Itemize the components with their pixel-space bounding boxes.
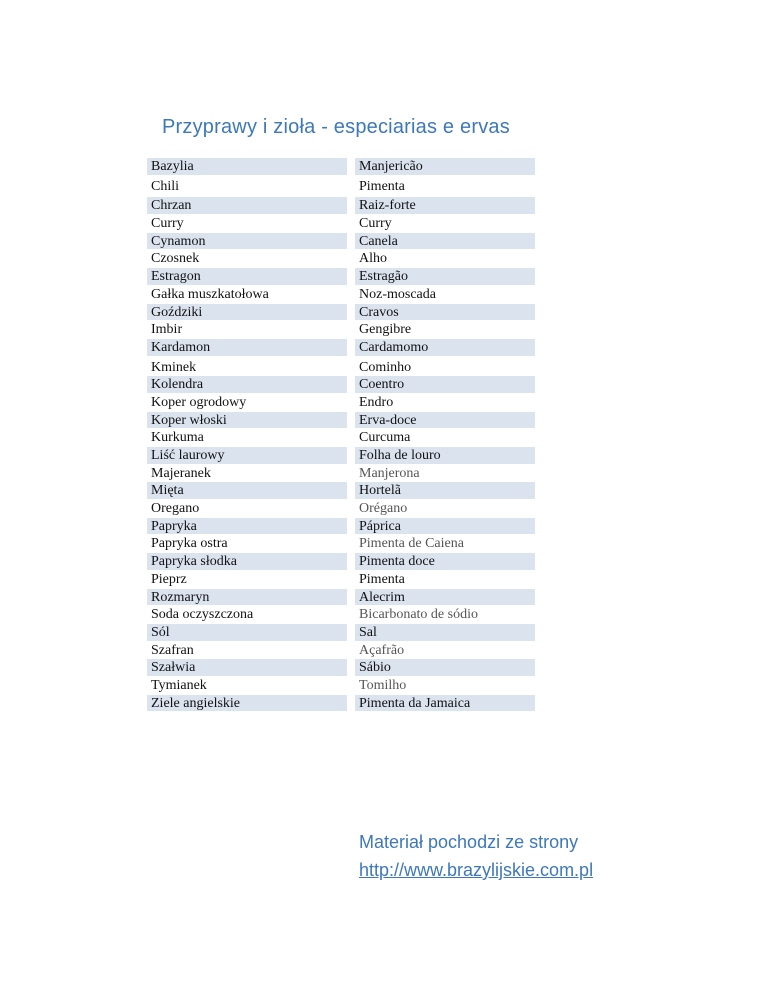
polish-term: Majeranek bbox=[151, 465, 211, 481]
portuguese-term: Noz-moscada bbox=[359, 286, 436, 302]
table-row bbox=[147, 606, 535, 624]
portuguese-term: Sábio bbox=[355, 659, 535, 676]
page-title: Przyprawy i zioła - especiarias e ervas bbox=[162, 116, 510, 138]
polish-term: Kminek bbox=[151, 359, 197, 375]
portuguese-term: Tomilho bbox=[359, 677, 407, 693]
polish-term: Imbir bbox=[151, 322, 183, 338]
polish-term: Kardamon bbox=[147, 339, 347, 356]
polish-term: Kolendra bbox=[147, 376, 347, 393]
polish-term: Soda oczyszczona bbox=[151, 607, 254, 623]
polish-term: Czosnek bbox=[151, 251, 200, 267]
polish-term: Papryka słodka bbox=[147, 553, 347, 570]
polish-term: Estragon bbox=[147, 268, 347, 285]
portuguese-term: Manjerona bbox=[359, 465, 420, 481]
table-row bbox=[147, 215, 535, 233]
vocabulary-table bbox=[147, 158, 535, 712]
polish-term: Koper włoski bbox=[147, 412, 347, 429]
table-row bbox=[147, 286, 535, 304]
polish-term: Oregano bbox=[151, 501, 200, 517]
polish-term: Chili bbox=[151, 178, 180, 194]
portuguese-term: Canela bbox=[355, 233, 535, 250]
table-row bbox=[147, 376, 535, 394]
source-note bbox=[359, 828, 593, 884]
portuguese-term: Cravos bbox=[355, 304, 535, 321]
polish-term: Kurkuma bbox=[151, 430, 204, 446]
polish-term: Mięta bbox=[147, 482, 347, 499]
portuguese-term: Alecrim bbox=[355, 589, 535, 606]
polish-term: Bazylia bbox=[147, 158, 347, 175]
table-row bbox=[147, 535, 535, 553]
polish-term: Papryka bbox=[147, 518, 347, 535]
portuguese-term: Cardamomo bbox=[355, 339, 535, 356]
table-row bbox=[147, 571, 535, 589]
table-row bbox=[147, 339, 535, 357]
portuguese-term: Açafrão bbox=[359, 642, 405, 658]
portuguese-term: Gengibre bbox=[359, 322, 412, 338]
table-row bbox=[147, 518, 535, 536]
source-link[interactable]: http://www.brazylijskie.com.pl bbox=[359, 860, 594, 880]
portuguese-term: Alho bbox=[359, 251, 387, 267]
polish-term: Tymianek bbox=[151, 677, 207, 693]
polish-term: Szałwia bbox=[147, 659, 347, 676]
polish-term: Cynamon bbox=[147, 233, 347, 250]
table-row bbox=[147, 482, 535, 500]
polish-term: Sól bbox=[147, 624, 347, 641]
table-row bbox=[147, 677, 535, 695]
table-row bbox=[147, 624, 535, 642]
table-row bbox=[147, 233, 535, 251]
portuguese-term: Pimenta de Caiena bbox=[359, 536, 464, 552]
polish-term: Rozmaryn bbox=[147, 589, 347, 606]
table-row bbox=[147, 695, 535, 713]
portuguese-term: Pimenta bbox=[359, 178, 405, 194]
portuguese-term: Pimenta bbox=[359, 571, 405, 587]
portuguese-term: Curcuma bbox=[359, 430, 411, 446]
table-row bbox=[147, 465, 535, 483]
portuguese-term: Bicarbonato de sódio bbox=[359, 607, 478, 623]
portuguese-term: Raiz-forte bbox=[355, 197, 535, 214]
table-row bbox=[147, 642, 535, 660]
polish-term: Szafran bbox=[151, 642, 194, 658]
polish-term: Goździki bbox=[147, 304, 347, 321]
table-row bbox=[147, 197, 535, 215]
table-row bbox=[147, 500, 535, 518]
portuguese-term: Manjericão bbox=[355, 158, 535, 175]
table-row bbox=[147, 321, 535, 339]
polish-term: Ziele angielskie bbox=[147, 695, 347, 712]
table-row bbox=[147, 429, 535, 447]
portuguese-term: Curry bbox=[359, 216, 392, 232]
table-row bbox=[147, 178, 535, 196]
portuguese-term: Pimenta da Jamaica bbox=[355, 695, 535, 712]
portuguese-term: Sal bbox=[355, 624, 535, 641]
table-row bbox=[147, 359, 535, 377]
portuguese-term: Orégano bbox=[359, 501, 408, 517]
source-note-text: Materiał pochodzi ze strony bbox=[359, 832, 579, 852]
portuguese-term: Folha de louro bbox=[355, 447, 535, 464]
portuguese-term: Erva-doce bbox=[355, 412, 535, 429]
polish-term: Koper ogrodowy bbox=[151, 394, 247, 410]
polish-term: Gałka muszkatołowa bbox=[151, 286, 269, 302]
portuguese-term: Endro bbox=[359, 394, 394, 410]
polish-term: Chrzan bbox=[147, 197, 347, 214]
table-row bbox=[147, 412, 535, 430]
portuguese-term: Hortelã bbox=[355, 482, 535, 499]
table-row bbox=[147, 394, 535, 412]
polish-term: Papryka ostra bbox=[151, 536, 228, 552]
table-row bbox=[147, 158, 535, 176]
portuguese-term: Cominho bbox=[359, 359, 412, 375]
portuguese-term: Páprica bbox=[355, 518, 535, 535]
table-row bbox=[147, 589, 535, 607]
table-row bbox=[147, 268, 535, 286]
portuguese-term: Estragão bbox=[355, 268, 535, 285]
table-row bbox=[147, 659, 535, 677]
polish-term: Liść laurowy bbox=[147, 447, 347, 464]
polish-term: Pieprz bbox=[151, 571, 187, 587]
table-row bbox=[147, 447, 535, 465]
table-row bbox=[147, 250, 535, 268]
portuguese-term: Coentro bbox=[355, 376, 535, 393]
portuguese-term: Pimenta doce bbox=[355, 553, 535, 570]
polish-term: Curry bbox=[151, 216, 184, 232]
table-row bbox=[147, 304, 535, 322]
table-row bbox=[147, 553, 535, 571]
